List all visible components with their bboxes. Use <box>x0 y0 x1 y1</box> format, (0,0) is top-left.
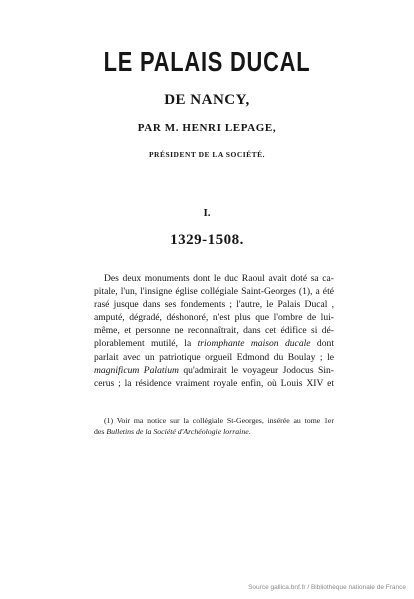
author-line: PAR M. HENRI LEPAGE, <box>137 122 277 134</box>
text-run: cerus ; la résidence vraiment royale enfin, où Louis XIV et <box>94 377 334 389</box>
body-paragraph <box>94 272 334 390</box>
text-run: Des deux monuments dont le duc Raoul avait doté sa ca- <box>104 273 334 284</box>
footnote-line <box>94 415 334 426</box>
text-run: amputé, dégradé, déshonoré, n'est plus que l'ombre de lui- <box>94 312 334 324</box>
body-text-line <box>94 351 334 364</box>
text-run: pitale, l'un, l'insigne église collégiale Saint-Georges (1), a été <box>94 286 334 298</box>
text-run: même, et personne ne reconnaîtrait, dans cet édifice si dé- <box>94 325 334 337</box>
text-run: . <box>248 427 251 436</box>
footnote <box>94 415 334 437</box>
body-text-line <box>94 324 334 337</box>
italic-text: triomphante maison ducale <box>197 338 311 350</box>
footnote-line <box>94 426 334 437</box>
text-run: des <box>94 427 107 436</box>
text-run: (1) Voir ma notice sur la collégiale St-Georges, insérée au tome 1er <box>104 416 334 425</box>
body-text-line <box>94 285 334 298</box>
author-role: PRÉSIDENT DE LA SOCIÉTÉ. <box>148 150 266 159</box>
body-text-line <box>94 272 334 285</box>
body-text-line <box>94 311 334 324</box>
body-text-line <box>94 298 334 311</box>
page-title: LE PALAIS DUCAL <box>103 46 311 77</box>
text-run: plorablement mutilé, la <box>94 338 198 350</box>
body-text-line <box>94 377 334 390</box>
body-text-line <box>94 364 334 377</box>
source-attribution: Source gallica.bnf.fr / Bibliothèque nationale de France <box>248 584 406 591</box>
text-run: qu'admirait le voyageur Jodocus Sin- <box>178 364 334 376</box>
text-run: rasé jusque dans ses fondements ; l'autre, le Palais Ducal , <box>94 299 334 311</box>
text-run: parlait avec un patriotique orgueil Edmond du Boulay ; le <box>94 351 334 363</box>
italic-text: magnificum Palatium <box>94 364 179 376</box>
italic-text: Bulletins de la Société d'Archéologie lorraine <box>106 427 249 436</box>
text-run: dont <box>310 338 334 350</box>
page-subtitle: DE NANCY, <box>164 92 250 108</box>
section-dates: 1329-1508. <box>170 232 244 248</box>
section-number: I. <box>203 207 211 219</box>
body-text-line <box>94 337 334 350</box>
